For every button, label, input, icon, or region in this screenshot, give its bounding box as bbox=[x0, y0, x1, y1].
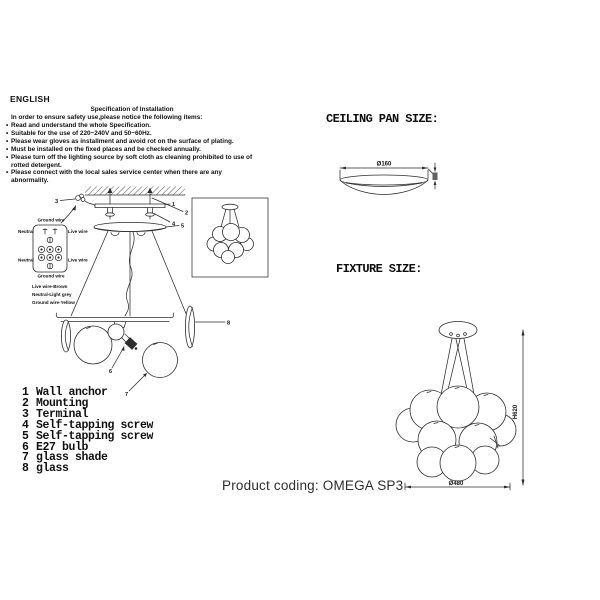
spec-item bbox=[6, 122, 258, 130]
e27-bulb bbox=[108, 324, 137, 350]
spec-item bbox=[6, 130, 258, 138]
assembled-fixture-inset bbox=[192, 198, 268, 277]
callout-8: 8 bbox=[227, 320, 231, 327]
label-live-wire-bottom: Live wire bbox=[68, 257, 88, 263]
list-item: 7 glass shade bbox=[22, 451, 108, 465]
spec-intro: In order to ensure safety use,please notice the following items: bbox=[11, 114, 203, 121]
spec-section bbox=[6, 106, 258, 185]
callout-2: 2 bbox=[185, 210, 189, 217]
bullet-icon: • bbox=[6, 169, 9, 177]
list-item: 8 glass bbox=[22, 462, 69, 476]
callout-4: 4 bbox=[172, 221, 176, 228]
bullet-icon: • bbox=[6, 122, 9, 129]
label-live-wire-top: Live wire bbox=[68, 229, 88, 234]
fixture-sphere-cluster bbox=[396, 386, 516, 481]
list-item: 3 Terminal bbox=[22, 407, 89, 421]
callout-5: 5 bbox=[181, 223, 185, 230]
spec-item bbox=[6, 146, 258, 154]
pan-mount-detail bbox=[429, 163, 438, 189]
language-heading: ENGLISH bbox=[10, 94, 50, 104]
bullet-icon: • bbox=[6, 129, 9, 137]
pan-dimension bbox=[340, 167, 428, 179]
pan-body bbox=[340, 175, 428, 195]
fixture-height-dimension bbox=[522, 329, 525, 486]
glass-shade-left bbox=[74, 326, 112, 364]
callout-3: 3 bbox=[55, 199, 59, 205]
glass-disc-right bbox=[185, 306, 194, 348]
callout-6: 6 bbox=[109, 369, 113, 375]
wire-connector bbox=[61, 194, 95, 223]
glass-shade-right bbox=[143, 343, 178, 378]
glass-disc-left bbox=[61, 320, 70, 352]
bullet-icon: • bbox=[6, 137, 9, 145]
spec-item-text: Please wear gloves as installment and avoid rot on the surface of plating. bbox=[11, 137, 234, 145]
bullet-icon: • bbox=[6, 153, 9, 161]
fixture-height-label: H620 bbox=[513, 404, 519, 420]
legend-live-wire: Live wire-Brown bbox=[32, 284, 68, 289]
terminal-block bbox=[33, 225, 67, 272]
spec-item-text: Suitable for the use of 220~240V and 50~60Hz. bbox=[11, 129, 152, 137]
fixture-drawing bbox=[390, 300, 540, 500]
label-neutral-bottom: Neutral bbox=[18, 257, 34, 263]
spec-item-text: Please turn off the lighting source by soft cloth as cleaning prohibited to use of rotted detergent. bbox=[11, 153, 253, 169]
legend-ground-wire: Ground wire-Yellow bbox=[32, 300, 75, 305]
list-item: 1 Wall anchor bbox=[22, 386, 108, 399]
parts-list bbox=[22, 388, 153, 475]
fixture-canopy bbox=[439, 322, 477, 339]
label-neutral-top: Neutral bbox=[18, 229, 34, 234]
list-item: 4 Self-tapping screw bbox=[22, 418, 154, 432]
spec-item-text: Please connect with the local sales service center when there are any abnormality. bbox=[11, 169, 222, 185]
callout-1: 1 bbox=[172, 202, 176, 208]
fixture-diameter-label: Ø480 bbox=[448, 481, 464, 487]
bullet-icon: • bbox=[6, 145, 9, 153]
label-ground-wire-bottom: Ground wire bbox=[37, 273, 65, 279]
ceiling-hatch bbox=[85, 187, 185, 196]
list-item: 2 Mounting bbox=[22, 396, 89, 410]
spec-item bbox=[6, 154, 258, 170]
legend-neutral: Neutral-Light grey bbox=[32, 292, 72, 297]
ceiling-pan-drawing bbox=[330, 150, 460, 210]
list-item: 5 Self-tapping screw bbox=[22, 429, 154, 443]
list-item: 6 E27 bulb bbox=[22, 440, 89, 454]
spec-item bbox=[6, 138, 258, 146]
callout-7: 7 bbox=[125, 392, 129, 398]
spec-item-text: Read and understand the whole Specification. bbox=[11, 122, 151, 129]
fixture-size-heading: FIXTURE SIZE: bbox=[336, 262, 422, 276]
mounting-bracket bbox=[95, 204, 165, 208]
ceiling-pan-size-heading: CEILING PAN SIZE: bbox=[326, 112, 439, 126]
self-tapping-screws bbox=[106, 208, 155, 220]
pan-diameter-label: Ø160 bbox=[376, 161, 392, 168]
spec-item-text: Must be installed on the fixed places and be checked annually. bbox=[11, 145, 201, 153]
label-ground-wire-top: Ground wire bbox=[37, 217, 65, 223]
spec-title: Specification of Installation bbox=[90, 106, 174, 113]
product-coding: Product coding: OMEGA SP3 bbox=[222, 478, 404, 493]
suspension-wires bbox=[71, 231, 187, 316]
